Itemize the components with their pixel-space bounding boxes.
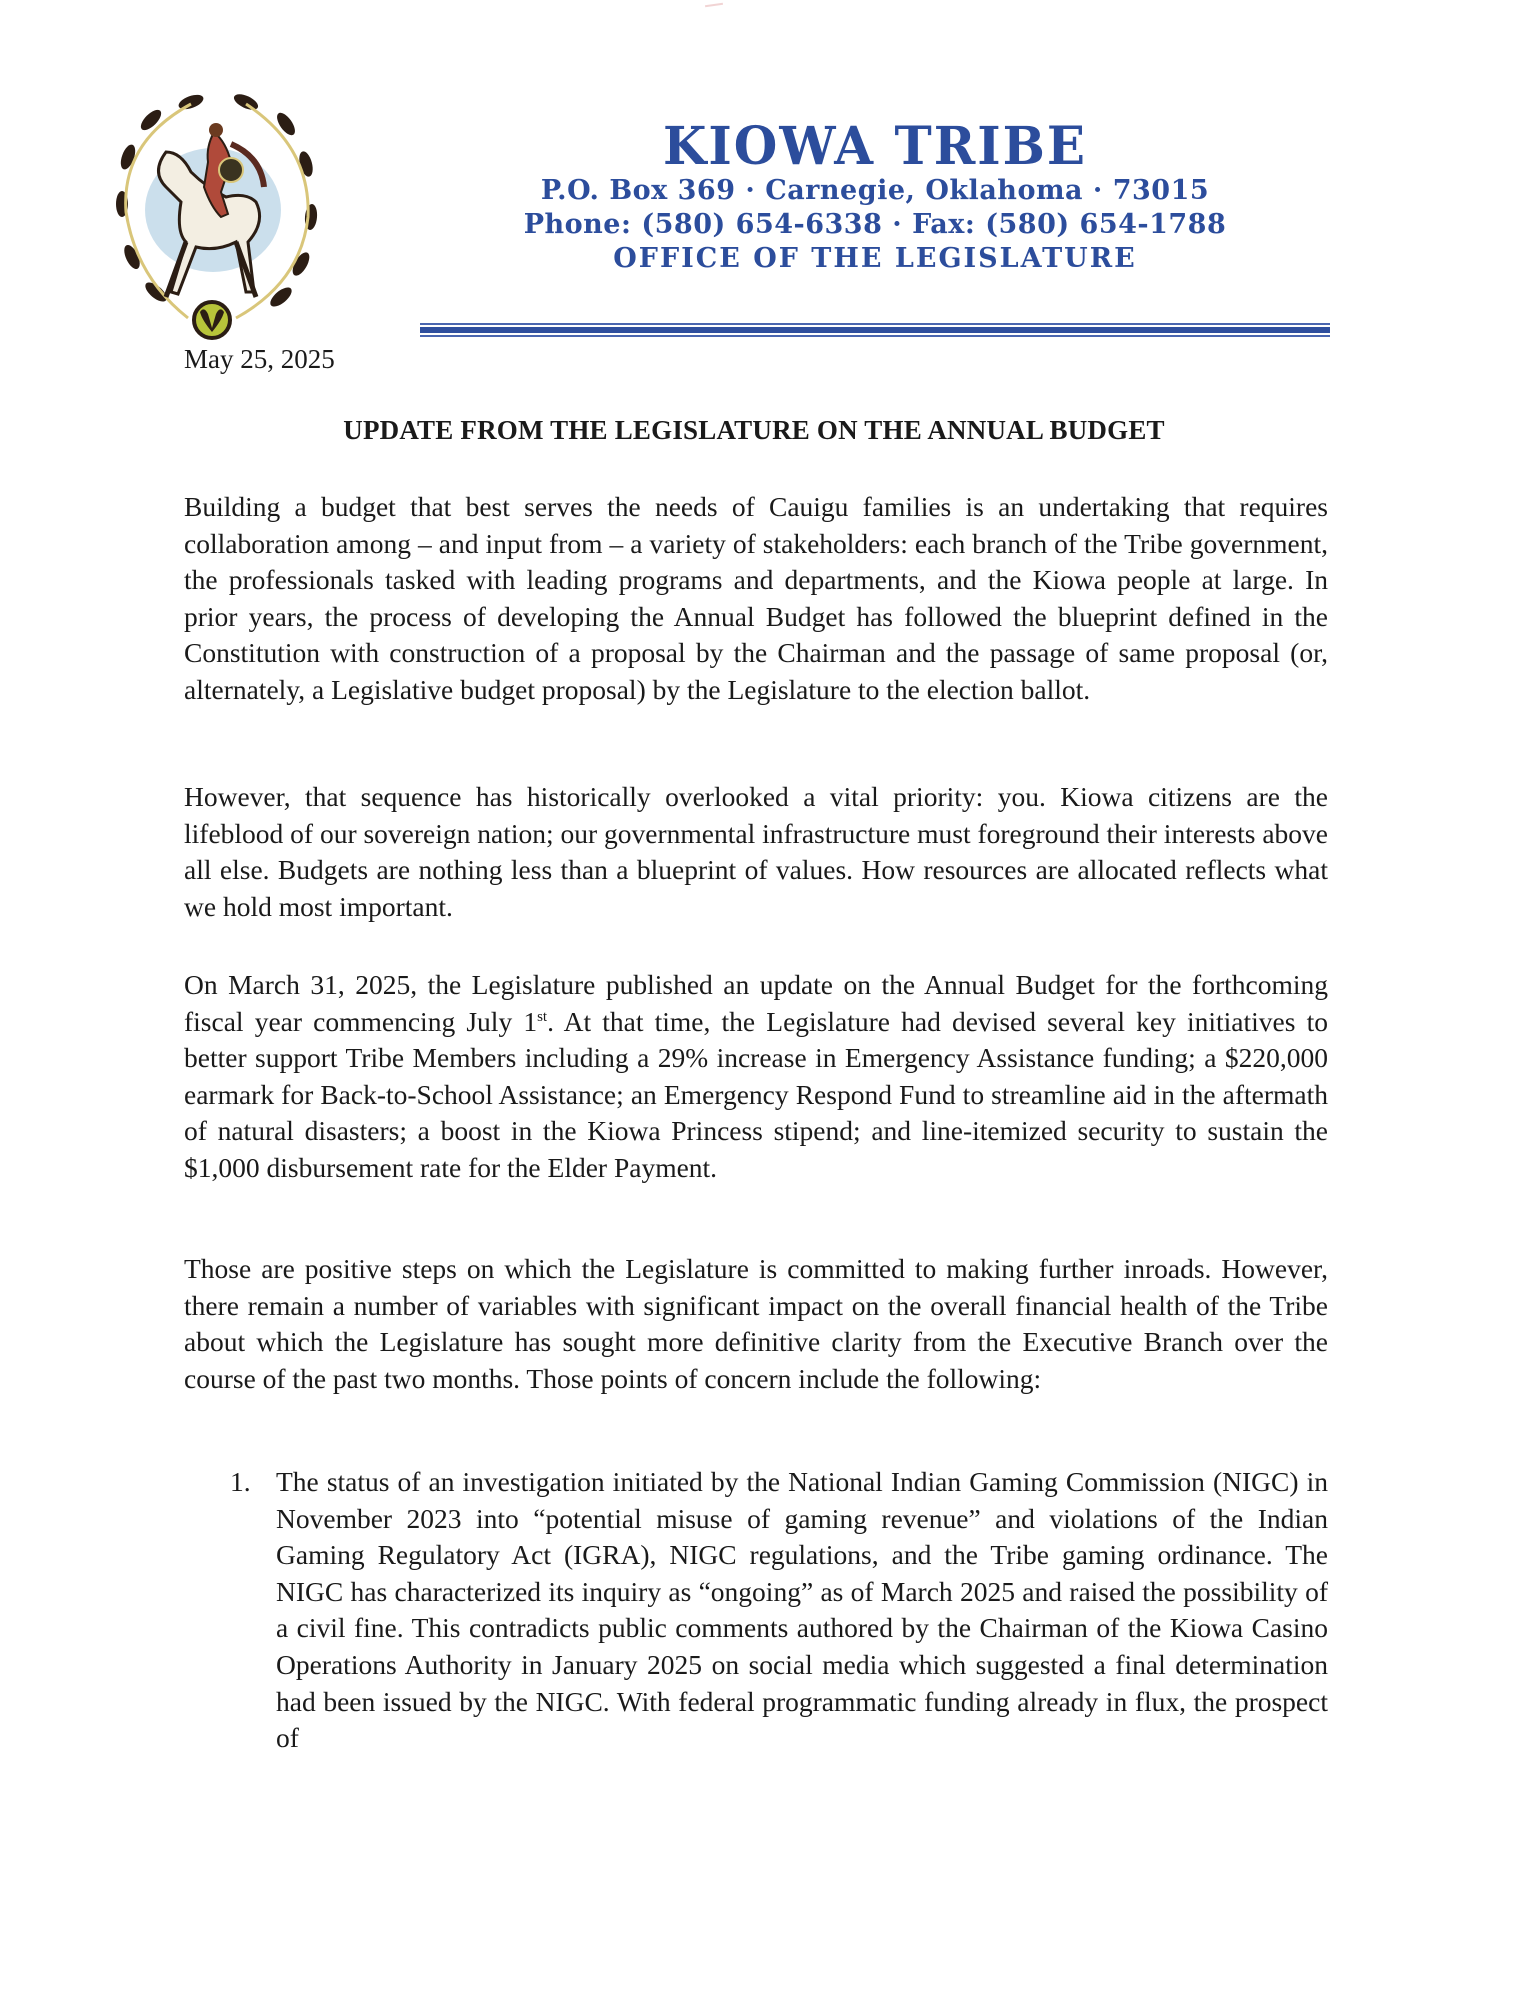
- paragraph-2: However, that sequence has historically overlooked a vital priority: you. Kiowa citizens are the lifeblood of our sovereign nation; our governmental infrastructure must foreground their interests above all else. Budgets are nothing less than a blueprint of values. How resources are allocated reflects what we hold most important.: [184, 781, 1328, 922]
- concerns-list: [230, 1464, 1328, 1757]
- kiowa-tribal-seal-icon: [96, 92, 326, 342]
- ordinal-superscript: st: [537, 1008, 548, 1025]
- document-title: UPDATE FROM THE LEGISLATURE ON THE ANNUAL BUDGET: [343, 415, 1165, 445]
- seal-graphic: [96, 92, 326, 342]
- scan-artifact: [705, 3, 723, 7]
- paragraph-3: [184, 967, 1328, 1187]
- contact-numbers: Phone: (580) 654-6338 · Fax: (580) 654-1788: [523, 209, 1227, 240]
- divider-line-top: [420, 323, 1330, 325]
- paragraph-1: Building a budget that best serves the needs of Cauigu families is an undertaking that requires collaboration among – and input from – a variety of stakeholders: each branch of the Tribe government, the professionals tasked with leading programs and departments, and the Kiowa people at large. In prior years, the process of developing the Annual Budget has followed the blueprint defined in the Constitution with construction of a proposal by the Chairman and the passage of same proposal (or, alternately, a Legislative budget proposal) by the Legislature to the election ballot.: [184, 491, 1328, 705]
- organization-name: KIOWA TRIBE: [662, 114, 1088, 177]
- paragraph-4: Those are positive steps on which the Legislature is committed to making further inroads. However, there remain a number of variables with significant impact on the overall financial health of the Tribe about which the Legislature has sought more definitive clarity from the Executive Branch over the course of the past two months. Those points of concern include the following:: [184, 1253, 1328, 1394]
- list-item-text: The status of an investigation initiated by the National Indian Gaming Commission (NIGC) in November 2023 into “potential misuse of gaming revenue” and violations of the Indian Gaming Regulatory Act (IGRA), NIGC regulations, and the Tribe gaming ordinance. The NIGC has characterized its inquiry as “ongoing” as of March 2025 and raised the possibility of a civil fine. This contradicts public comments authored by the Chairman of the Kiowa Casino Operations Authority in January 2025 on social media which suggested a final determination had been issued by the NIGC. With federal programmatic funding already in flux, the prospect of: [276, 1466, 1328, 1754]
- divider-line-bottom: [420, 335, 1330, 337]
- list-item-number: 1.: [230, 1466, 251, 1497]
- letterhead: [400, 114, 1350, 276]
- letterhead-divider: [420, 323, 1330, 337]
- mailing-address: P.O. Box 369 · Carnegie, Oklahoma · 73015: [540, 175, 1210, 206]
- paragraph-3-text-b: . At that time, the Legislature had devised several key initiatives to better support Tribe Members including a 29% increase in Emergency Assistance funding; a $220,000 earmark for Back-to-School Assistance; an Emergency Respond Fund to streamline aid in the aftermath of natural disasters; a boost in the Kiowa Princess stipend; and line-itemized security to sustain the $1,000 disbursement rate for the Elder Payment.: [184, 1005, 1328, 1183]
- divider-line-thick: [420, 327, 1330, 333]
- office-name: OFFICE OF THE LEGISLATURE: [613, 243, 1137, 274]
- letter-date: May 25, 2025: [184, 344, 335, 374]
- list-item: [230, 1464, 1328, 1757]
- paragraph-3-text-a: On March 31, 2025, the Legislature published an update on the Annual Budget for the forthcoming fiscal year commencing July 1: [184, 969, 1328, 1037]
